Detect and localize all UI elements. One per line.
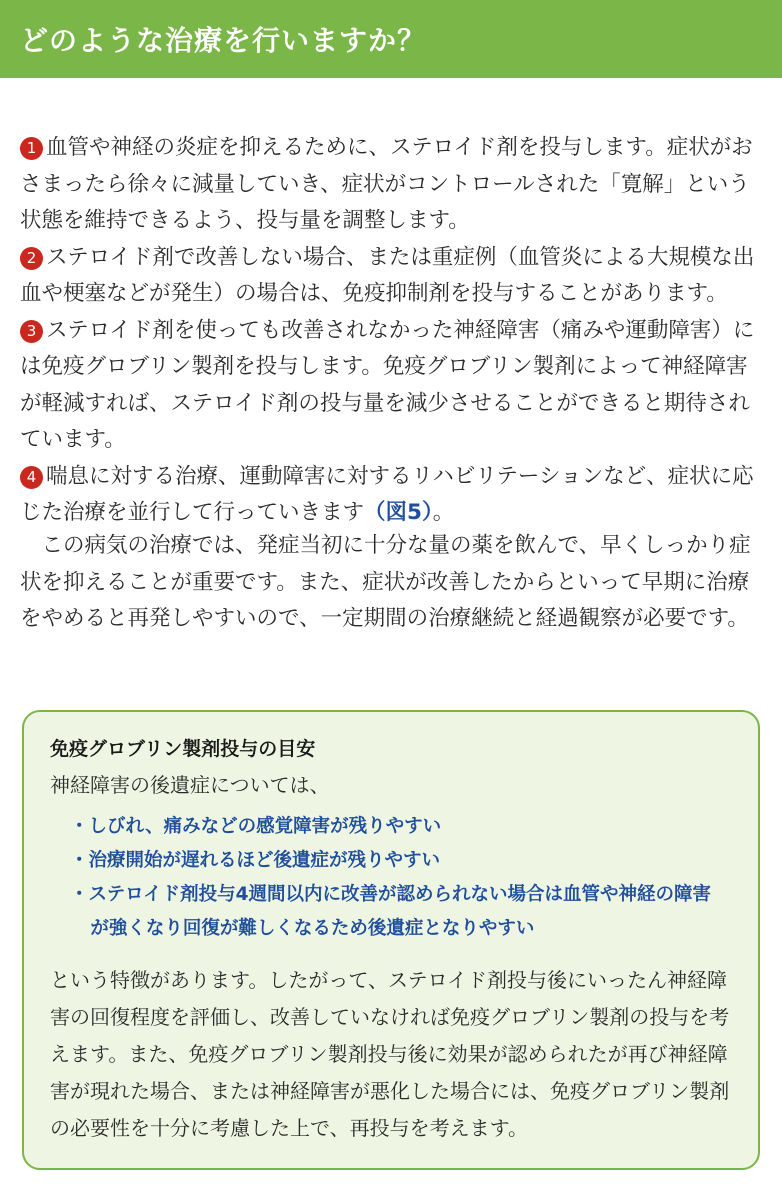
box-title: 免疫グロブリン製剤投与の目安 bbox=[50, 738, 316, 760]
list-item: ・しびれ、痛みなどの感覚障害が残りやすい bbox=[70, 816, 442, 837]
step-1-text: 血管や神経の炎症を抑えるために、ステロイド剤を投与します。症状がおさまったら徐々に減量していき、症状がコントロールされた「寛解」という状態を維持できるよう、投与量を調整します。 bbox=[20, 135, 753, 233]
step-2-text: ステロイド剤で改善しない場合、または重症例（血管炎による大規模な出血や梗塞などが発生）の場合は、免疫抑制剤を投与することがあります。 bbox=[20, 244, 755, 306]
list-item: ・ステロイド剤投与4週間以内に改善が認められない場合は血管や神経の障害が強くなり回復が難しくなるため後遺症となりやすい bbox=[70, 884, 711, 939]
step-number-badge: 3 bbox=[20, 320, 43, 343]
step-number-badge: 1 bbox=[20, 137, 43, 160]
list-item: ・治療開始が遅れるほど後遺症が残りやすい bbox=[70, 850, 441, 871]
summary-paragraph: この病気の治療では、発症当初に十分な量の薬を飲んで、早くしっかり症状を抑えることが重要です。また、症状が改善したからといって早期に治療をやめると再発しやすいので、一定期間の治療継続と経過観察が必要です。 bbox=[20, 533, 751, 631]
step-4-text: 喘息に対する治療、運動障害に対するリハビリテーションなど、症状に応じた治療を並行して行っていきます bbox=[20, 463, 754, 525]
step-number-badge: 2 bbox=[20, 247, 43, 270]
step-1 bbox=[20, 130, 768, 240]
sequelae-list bbox=[70, 810, 720, 946]
box-body: という特徴があります。したがって、ステロイド剤投与後にいったん神経障害の回復程度を評価し、改善していなければ免疫グロブリン製剤の投与を考えます。また、免疫グロブリン製剤投与後に効果が認められたが再び神経障害が現れた場合、または神経障害が悪化した場合には、免疫グロブリン製剤の必要性を十分に考慮した上で、再投与を考えます。 bbox=[50, 968, 730, 1140]
step-2 bbox=[20, 240, 768, 313]
step-4-tail: 。 bbox=[432, 500, 455, 525]
step-number-badge: 4 bbox=[20, 466, 43, 489]
step-4 bbox=[20, 459, 768, 532]
treatment-steps bbox=[20, 130, 768, 532]
section-header bbox=[0, 0, 782, 78]
step-3 bbox=[20, 313, 768, 459]
box-intro: 神経障害の後遺症については、 bbox=[50, 773, 330, 797]
ivig-guideline-box bbox=[22, 710, 760, 1170]
figure-reference: （図5） bbox=[364, 500, 433, 525]
section-title: どのような治療を行いますか？ bbox=[20, 24, 427, 57]
step-3-text: ステロイド剤を使っても改善されなかった神経障害（痛みや運動障害）には免疫グロブリン製剤を投与します。免疫グロブリン製剤によって神経障害が軽減すれば、ステロイド剤の投与量を減少させることができると期待されています。 bbox=[20, 317, 755, 452]
